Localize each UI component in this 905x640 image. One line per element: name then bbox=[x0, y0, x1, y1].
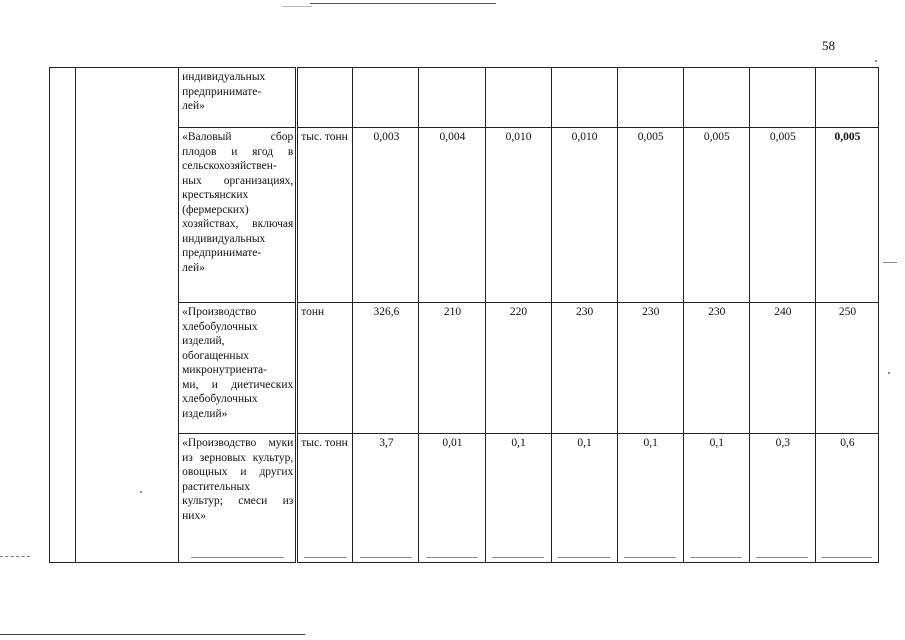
scan-speck bbox=[875, 60, 877, 62]
value-cell bbox=[353, 68, 419, 128]
scan-speck bbox=[888, 372, 890, 374]
value-cell: 0,004 bbox=[419, 128, 485, 303]
program-column-cell bbox=[76, 68, 179, 563]
value-cell: 220 bbox=[485, 303, 551, 434]
unit-cell: тонн bbox=[297, 303, 353, 434]
scan-artifact-line bbox=[558, 557, 610, 558]
scan-artifact-line bbox=[304, 557, 347, 558]
value-cell: 0,005 bbox=[617, 128, 683, 303]
value-cell: 0,1 bbox=[485, 434, 551, 563]
value-cell: 230 bbox=[683, 303, 749, 434]
value-cell: 0,003 bbox=[353, 128, 419, 303]
table-row bbox=[50, 68, 879, 128]
scan-artifact-line bbox=[191, 557, 284, 558]
value-cell: 210 bbox=[419, 303, 485, 434]
value-cell: 0,010 bbox=[551, 128, 617, 303]
scan-artifact-dash bbox=[0, 556, 30, 557]
scan-artifact-line bbox=[282, 6, 312, 7]
unit-cell: тыс. тонн bbox=[297, 434, 353, 563]
value-cell: 0,1 bbox=[683, 434, 749, 563]
unit-cell bbox=[297, 68, 353, 128]
scan-artifact-line bbox=[822, 557, 872, 558]
value-cell: 240 bbox=[749, 303, 815, 434]
value-cell: 0,3 bbox=[749, 434, 815, 563]
value-cell: 0,005 bbox=[683, 128, 749, 303]
value-cell: 230 bbox=[551, 303, 617, 434]
value-cell bbox=[419, 68, 485, 128]
scan-artifact-line bbox=[492, 557, 544, 558]
page-number: 58 bbox=[822, 38, 835, 53]
scan-artifact-line bbox=[624, 557, 676, 558]
number-column-cell bbox=[50, 68, 76, 563]
value-cell bbox=[749, 68, 815, 128]
value-cell bbox=[815, 68, 878, 128]
value-cell: 0,6 bbox=[815, 434, 878, 563]
indicator-cell: «Производство муки из зерновых культур, овощных и других растительных культур; смеси из них» bbox=[179, 434, 297, 563]
scan-artifact-line bbox=[360, 557, 412, 558]
value-cell: 3,7 bbox=[353, 434, 419, 563]
scan-artifact-line bbox=[426, 557, 478, 558]
value-cell: 0,01 bbox=[419, 434, 485, 563]
value-cell: 0,005 bbox=[749, 128, 815, 303]
header-rule bbox=[310, 3, 496, 4]
scan-artifact-line bbox=[690, 557, 742, 558]
value-cell: 250 bbox=[815, 303, 878, 434]
scan-artifact-tick bbox=[883, 262, 897, 263]
value-cell bbox=[683, 68, 749, 128]
indicator-cell: «Производство хлебобулочных изделий, обогащенных микронутриента- ми, и диетических хлебобулочных изделий» bbox=[179, 303, 297, 434]
indicators-table bbox=[49, 67, 879, 563]
scan-speck bbox=[140, 491, 142, 493]
value-cell: 0,010 bbox=[485, 128, 551, 303]
value-cell bbox=[617, 68, 683, 128]
value-cell: 0,005 bbox=[815, 128, 878, 303]
value-cell: 326,6 bbox=[353, 303, 419, 434]
value-cell bbox=[551, 68, 617, 128]
indicator-cell: «Валовый сбор плодов и ягод в сельскохозяйствен- ных организациях, крестьянских (фермерских) хозяйствах, включая индивидуальных предпринимате- лей» bbox=[179, 128, 297, 303]
scan-artifact-line bbox=[756, 557, 808, 558]
unit-cell: тыс. тонн bbox=[297, 128, 353, 303]
indicator-cell: индивидуальных предпринимате- лей» bbox=[179, 68, 297, 128]
value-cell: 0,1 bbox=[551, 434, 617, 563]
footer-rule bbox=[0, 634, 305, 635]
value-cell: 230 bbox=[617, 303, 683, 434]
value-cell bbox=[485, 68, 551, 128]
value-cell: 0,1 bbox=[617, 434, 683, 563]
